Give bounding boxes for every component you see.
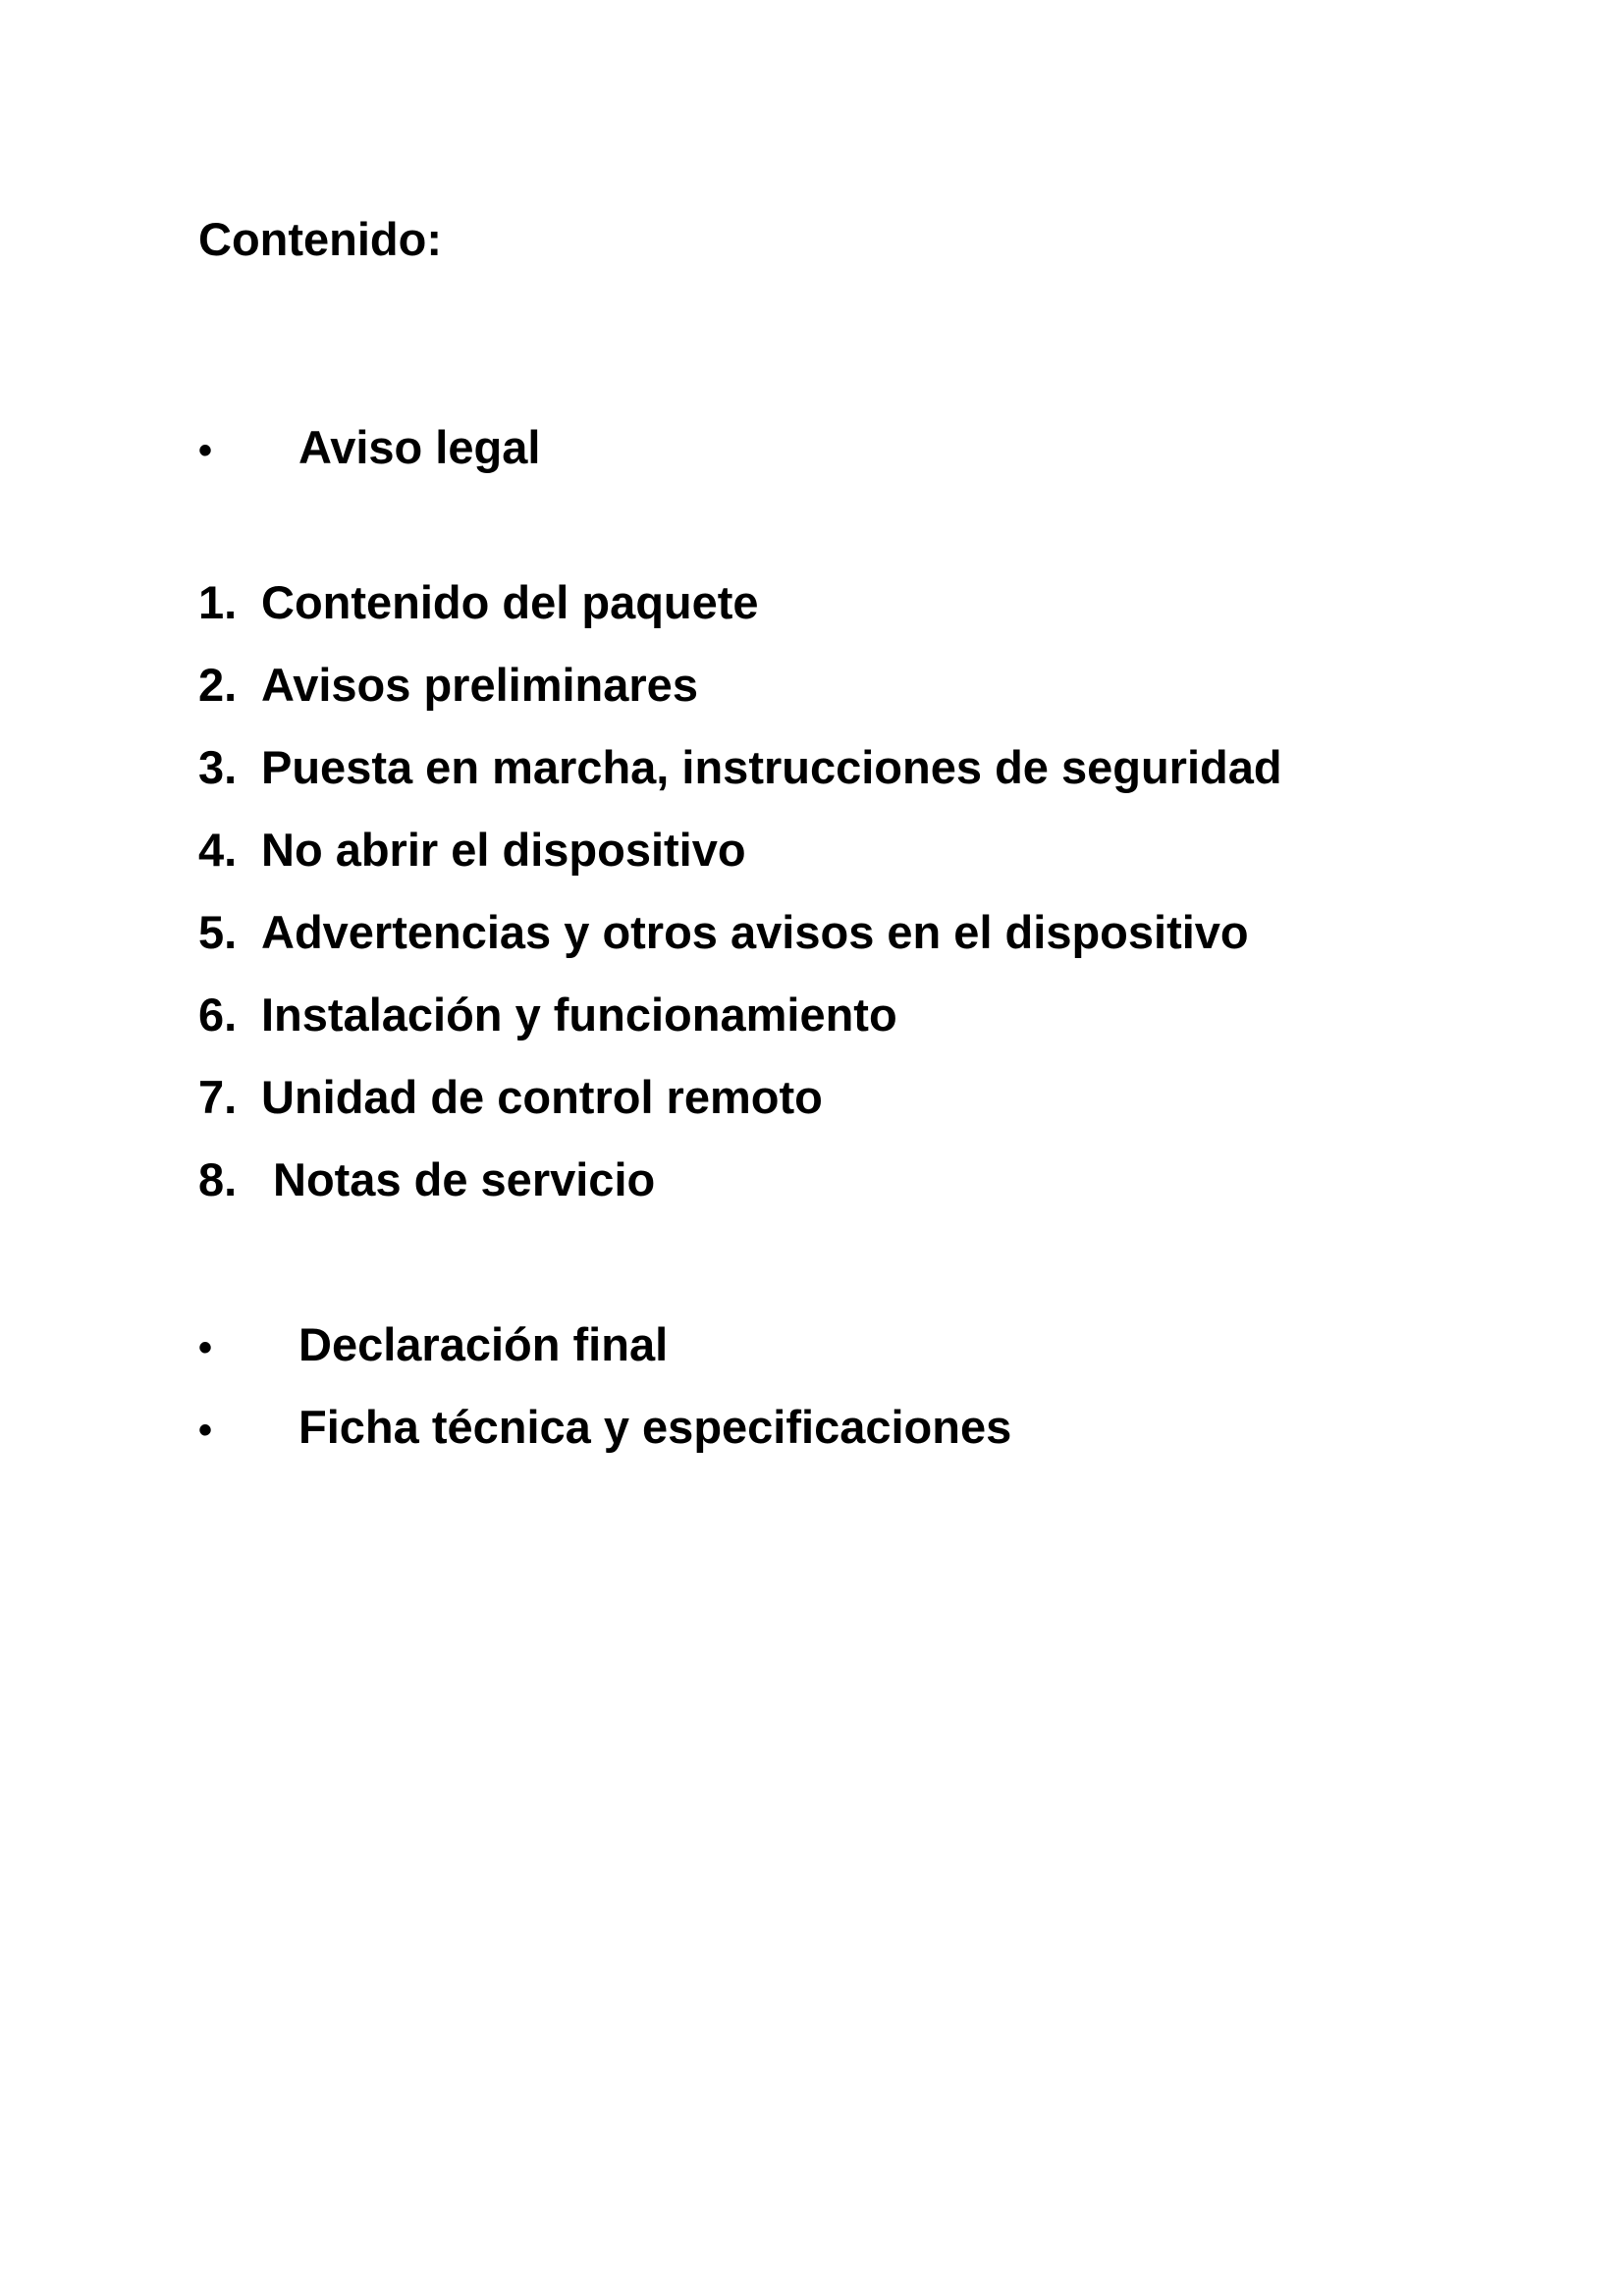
list-item [198, 986, 897, 1044]
list-item-label: Advertencias y otros avisos en el dispositivo [261, 906, 1249, 958]
list-item-label: Ficha técnica y especificaciones [298, 1401, 1012, 1453]
list-item-label: Puesta en marcha, instrucciones de seguridad [261, 741, 1282, 793]
list-item [198, 656, 698, 715]
number-marker: 5. [198, 906, 238, 958]
list-item [198, 1315, 668, 1377]
number-marker: 4. [198, 824, 238, 876]
list-item-label: Avisos preliminares [261, 659, 698, 711]
number-marker: 1. [198, 576, 238, 628]
list-item [198, 738, 1282, 797]
bullet-marker: • [198, 1409, 213, 1452]
list-item [198, 821, 746, 880]
page-title: Contenido: [198, 213, 442, 265]
number-marker: 6. [198, 988, 238, 1041]
number-marker: 3. [198, 741, 238, 793]
list-item-label: Notas de servicio [273, 1153, 656, 1205]
number-marker: 7. [198, 1071, 238, 1123]
bullet-marker: • [198, 1326, 213, 1369]
list-item-label: Aviso legal [298, 421, 541, 473]
bullet-marker: • [198, 429, 213, 472]
list-item [198, 418, 540, 480]
list-item [198, 903, 1249, 962]
list-item-label: Instalación y funcionamiento [261, 988, 897, 1041]
number-marker: 2. [198, 659, 238, 711]
number-marker: 8. [198, 1153, 238, 1205]
list-item [198, 573, 759, 632]
list-item-label: Contenido del paquete [261, 576, 759, 628]
list-item-label: Unidad de control remoto [261, 1071, 823, 1123]
list-item-label: Declaración final [298, 1318, 669, 1370]
list-item [198, 1150, 655, 1209]
list-item [198, 1068, 823, 1127]
list-item-label: No abrir el dispositivo [261, 824, 746, 876]
list-item [198, 1398, 1011, 1460]
